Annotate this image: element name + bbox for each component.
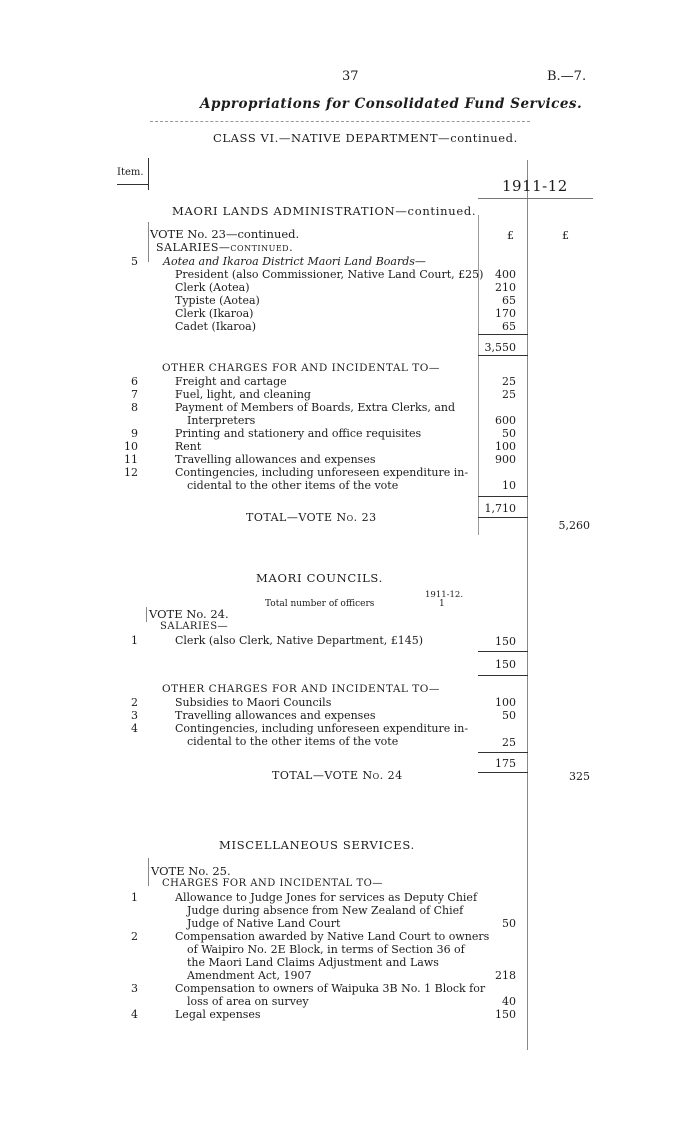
item-number: 11 xyxy=(124,453,138,466)
amount-column-rule xyxy=(527,160,528,1050)
page-number: 37 xyxy=(342,69,359,84)
salary-amount: 400 xyxy=(495,268,516,281)
misc-item-line: Judge of Native Land Court xyxy=(187,917,341,930)
item-column-rule xyxy=(148,158,149,190)
other-charges-heading: OTHER CHARGES FOR AND INCIDENTAL TO— xyxy=(162,362,440,374)
vote-total: 325 xyxy=(569,770,590,783)
misc-item-amount: 218 xyxy=(495,969,516,982)
salary-amount: 210 xyxy=(495,281,516,294)
officers-count: 1 xyxy=(439,599,445,609)
section-heading: MISCELLANEOUS SERVICES. xyxy=(219,838,415,852)
subtotal-rule xyxy=(478,517,528,518)
charge-amount: 900 xyxy=(495,453,516,466)
misc-item-line: Legal expenses xyxy=(175,1008,261,1021)
misc-item-amount: 50 xyxy=(502,917,516,930)
officers-label: Total number of officers xyxy=(265,599,375,609)
salary-label: Clerk (Aotea) xyxy=(175,281,250,294)
charge-label: Freight and cartage xyxy=(175,375,287,388)
salary-label: Cadet (Ikaroa) xyxy=(175,320,257,333)
other-charges-heading: OTHER CHARGES FOR AND INCIDENTAL TO— xyxy=(162,683,440,695)
item-number: 1 xyxy=(131,891,138,904)
charge-amount: 25 xyxy=(502,388,516,401)
charge-label: Printing and stationery and office requisites xyxy=(175,427,422,440)
misc-item-line: Compensation awarded by Native Land Court to owners xyxy=(175,930,490,943)
vote-total-label: TOTAL—VOTE No. 23 xyxy=(246,511,377,524)
vote-total: 5,260 xyxy=(558,519,590,532)
item-number: 6 xyxy=(131,375,138,388)
item-number: 9 xyxy=(131,427,138,440)
vote-bracket xyxy=(146,607,147,622)
misc-item-amount: 40 xyxy=(502,995,516,1008)
item-number: 10 xyxy=(124,440,138,453)
item-number: 1 xyxy=(131,634,138,647)
charge-label: Contingencies, including unforeseen expenditure in- xyxy=(175,722,469,735)
charge-label: Subsidies to Maori Councils xyxy=(175,696,332,709)
misc-item-line: Compensation to owners of Waipuka 3B No. 1 Block for xyxy=(175,982,486,995)
charge-label-continued: cidental to the other items of the vote xyxy=(187,735,399,748)
charge-amount: 100 xyxy=(495,696,516,709)
item-number: 7 xyxy=(131,388,138,401)
charge-label: Rent xyxy=(175,440,202,453)
misc-item-line: of Waipiro No. 2E Block, in terms of Section 36 of xyxy=(187,943,465,956)
salary-label: Typiste (Aotea) xyxy=(175,294,260,307)
item-number: 5 xyxy=(131,255,138,268)
charge-amount: 50 xyxy=(502,427,516,440)
item-number: 4 xyxy=(131,722,138,735)
item-number: 2 xyxy=(131,696,138,709)
item-number: 12 xyxy=(124,466,138,479)
pound-symbol: £ xyxy=(507,229,514,242)
misc-item-line: Judge during absence from New Zealand of Chief xyxy=(187,904,464,917)
misc-item-amount: 150 xyxy=(495,1008,516,1021)
charge-amount: 50 xyxy=(502,709,516,722)
boards-heading: Aotea and Ikaroa District Maori Land Boards— xyxy=(163,255,426,268)
salary-amount: 65 xyxy=(502,294,516,307)
vote-label: VOTE No. 23—continued. xyxy=(150,227,300,241)
charges-subtotal: 1,710 xyxy=(484,502,516,515)
salaries-heading: SALARIES— xyxy=(160,621,229,632)
misc-item-line: the Maori Land Claims Adjustment and Laws xyxy=(187,956,439,969)
salary-amount: 170 xyxy=(495,307,516,320)
subtotal-rule xyxy=(478,772,528,773)
year-header-rule xyxy=(478,198,593,199)
salary-label: Clerk (Ikaroa) xyxy=(175,307,254,320)
vote-label: VOTE No. 24. xyxy=(149,607,229,621)
item-number: 3 xyxy=(131,709,138,722)
subtotal-rule xyxy=(478,496,528,497)
page-title: Appropriations for Consolidated Fund Services. xyxy=(200,96,583,112)
misc-item-line: Amendment Act, 1907 xyxy=(187,969,312,982)
class-heading: CLASS VI.—NATIVE DEPARTMENT—continued. xyxy=(213,131,518,145)
salary-label: Clerk (also Clerk, Native Department, £145) xyxy=(175,634,424,647)
item-number: 4 xyxy=(131,1008,138,1021)
charge-amount: 100 xyxy=(495,440,516,453)
charge-amount: 25 xyxy=(502,736,516,749)
subtotal-rule xyxy=(478,355,528,356)
vote-total-label: TOTAL—VOTE No. 24 xyxy=(272,769,403,782)
item-column-header: Item. xyxy=(117,167,144,178)
salary-amount: 150 xyxy=(495,635,516,648)
subtotal-column-rule xyxy=(478,215,479,535)
vote-bracket xyxy=(148,222,149,262)
charge-label-continued: Interpreters xyxy=(187,414,256,427)
section-heading: MAORI LANDS ADMINISTRATION—continued. xyxy=(172,204,477,218)
charge-label: Travelling allowances and expenses xyxy=(175,709,376,722)
charge-label: Fuel, light, and cleaning xyxy=(175,388,311,401)
misc-item-line: Allowance to Judge Jones for services as Deputy Chief xyxy=(175,891,478,904)
salary-label: President (also Commissioner, Native Land Court, £25) xyxy=(175,268,484,281)
item-number: 3 xyxy=(131,982,138,995)
charge-amount: 25 xyxy=(502,375,516,388)
charge-label: Payment of Members of Boards, Extra Clerks, and xyxy=(175,401,456,414)
charge-amount: 10 xyxy=(502,479,516,492)
subtotal-rule xyxy=(478,334,528,335)
pound-symbol: £ xyxy=(562,229,569,242)
vote-bracket xyxy=(148,858,149,886)
salaries-subtotal: 3,550 xyxy=(484,341,516,354)
salaries-heading: SALARIES—continued. xyxy=(156,241,294,254)
charge-amount: 600 xyxy=(495,414,516,427)
section-heading: MAORI COUNCILS. xyxy=(256,571,383,585)
subtotal-rule xyxy=(478,752,528,753)
charge-label: Contingencies, including unforeseen expenditure in- xyxy=(175,466,469,479)
charge-label-continued: cidental to the other items of the vote xyxy=(187,479,399,492)
item-header-rule xyxy=(117,184,148,185)
subtotal-rule xyxy=(478,675,528,676)
title-rule xyxy=(150,121,530,122)
salaries-subtotal: 150 xyxy=(495,658,516,671)
year-header: 1911-12 xyxy=(502,177,568,195)
charges-heading: CHARGES FOR AND INCIDENTAL TO— xyxy=(162,878,383,889)
charge-label: Travelling allowances and expenses xyxy=(175,453,376,466)
item-number: 8 xyxy=(131,401,138,414)
salary-amount: 65 xyxy=(502,320,516,333)
document-reference: B.—7. xyxy=(547,69,587,84)
vote-label: VOTE No. 25. xyxy=(151,864,231,878)
misc-item-line: loss of area on survey xyxy=(187,995,309,1008)
subtotal-rule xyxy=(478,651,528,652)
item-number: 2 xyxy=(131,930,138,943)
charges-subtotal: 175 xyxy=(495,757,516,770)
officers-year: 1911-12. xyxy=(425,590,464,600)
